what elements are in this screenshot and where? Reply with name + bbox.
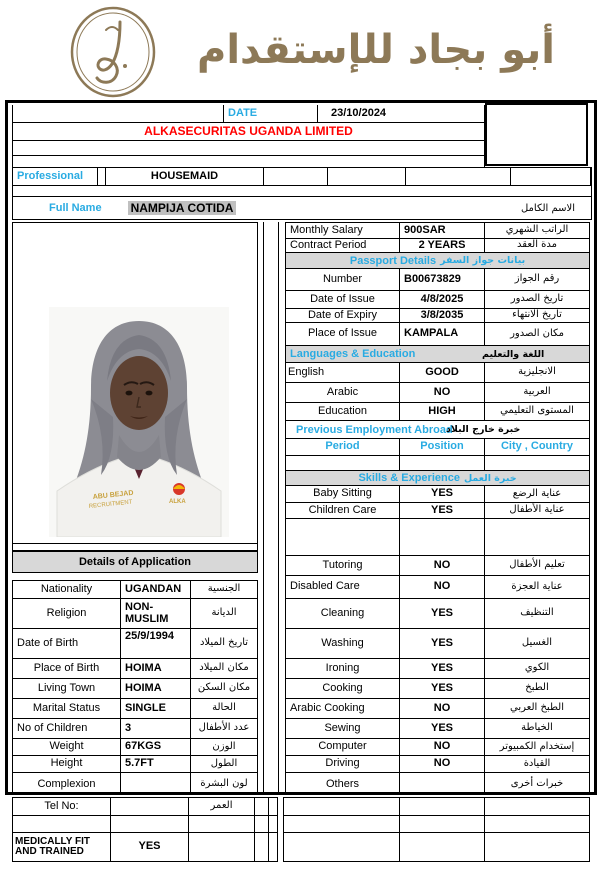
column-header: City , Country [500,440,574,453]
form-top-rows [12,105,485,167]
row-value: YES [400,659,485,678]
table-row [286,503,589,519]
row-label-ar: مكان السكن [197,682,251,694]
section-title-en: Passport Details [349,254,437,267]
empty-cell [264,168,328,185]
details-table [12,580,258,795]
column-header: Position [400,439,485,455]
table-row [286,323,589,346]
row-value: HOIMA [121,659,191,678]
empty-row [13,156,484,167]
empty-cell [284,816,400,832]
row-label-ar: الديانة [211,607,237,619]
empty-cell [284,798,400,815]
row-label-ar: مدة العقد [517,239,557,251]
row-label: English [286,363,400,382]
row-label-ar: الراتب الشهري [505,224,569,236]
section-title-en: Languages & Education [290,348,416,360]
row-label [286,519,400,555]
table-row [286,383,589,403]
row-value: YES [111,833,189,861]
empty-cell [269,798,277,815]
row-value: YES [400,599,485,628]
row-label: Tutoring [286,556,400,575]
row-label-ar: الكوي [524,662,550,674]
row-label-ar: رقم الجواز [514,273,560,285]
previous-employment-header [286,421,589,439]
row-label: Ironing [286,659,400,678]
row-label: Marital Status [13,699,121,718]
row-label: Monthly Salary [286,223,400,238]
row-label-ar: الطبخ العربي [510,702,564,714]
column-divider [263,222,279,792]
row-value [111,798,189,815]
row-value [121,773,191,795]
empty-cell [485,798,589,815]
row-value: NO [400,699,485,718]
row-label-ar: تاريخ الانتهاء [512,309,562,321]
empty-cell [400,456,485,470]
row-value [400,773,485,795]
table-row [286,756,589,773]
brand-name: أبو بجاد للإستقدام [197,27,556,73]
professional-label: Professional [13,168,98,185]
row-value: GOOD [400,363,485,382]
empty-cell [485,456,589,470]
empty-row [286,456,589,471]
table-row [286,576,589,599]
row-label: No of Children [13,719,121,738]
row-label-ar: لون البشرة [200,778,248,790]
empty-cell [511,168,591,185]
row-label: Place of Issue [286,323,400,345]
row-label-ar: الحالة [212,702,236,714]
row-label: Education [286,403,400,420]
table-row [286,599,589,629]
row-value: UGANDAN [121,581,191,598]
empty-cell [400,816,485,832]
empty-cell [284,833,400,861]
empty-cell [485,816,589,832]
row-value: NO [400,383,485,402]
skills-experience-header [286,471,589,486]
table-row [286,556,589,576]
info-table [285,222,590,795]
row-value: NON-MUSLIM [121,599,191,628]
empty-cell [406,168,511,185]
table-row [13,581,257,599]
photo-cell [12,222,258,544]
table-row [13,833,277,861]
bottom-left-table [12,797,278,862]
row-label-ar: التنظيف [520,607,554,619]
table-row [13,679,257,699]
section-title-en: Previous Employment Abroad [296,423,453,436]
table-row [13,739,257,756]
full-name-label-ar: الاسم الكامل [520,202,575,214]
table-row [286,223,589,239]
row-label: Computer [286,739,400,755]
row-value: 900SAR [400,223,485,238]
empty-cell [255,798,269,815]
table-row [13,719,257,739]
row-label-ar: عناية الرضع [512,487,562,499]
brand-logo [68,6,158,98]
coat-brand-text: ALKA [169,499,186,505]
row-label: Date of Issue [286,291,400,308]
row-label-ar [189,833,255,861]
section-title-ar: بيانات جواز السفر [440,255,526,266]
row-label [13,816,111,832]
row-value [400,519,485,555]
row-value: YES [400,679,485,698]
row-label-ar: عدد الأطفال [198,722,250,734]
empty-row [286,519,589,556]
row-label-ar: العربية [523,386,551,398]
applicant-photo [49,307,229,537]
row-label-ar: تعليم الأطفال [509,559,565,571]
date-row [13,105,484,123]
row-value: YES [400,629,485,658]
stamp-box [485,103,588,166]
row-value: 67KGS [121,739,191,755]
professional-row [12,167,592,186]
row-label-ar: إستخدام الكمبيوتر [499,740,575,752]
table-row [13,699,257,719]
row-label-ar: عناية الأطفال [509,504,565,516]
row-label: Sewing [286,719,400,738]
full-name-row [12,197,592,220]
table-row [286,239,589,253]
table-row [13,629,257,659]
empty-cell [255,816,269,832]
row-label: Washing [286,629,400,658]
row-value: NO [400,556,485,575]
row-label: Date of Expiry [286,309,400,322]
row-label: Tel No: [13,798,111,815]
row-label: Driving [286,756,400,772]
row-value: 3/8/2035 [400,309,485,322]
company-name: ALKASECURITAS UGANDA LIMITED [144,124,353,139]
row-label-ar: الغسيل [521,637,553,649]
page-header [0,0,602,100]
row-label-ar: القيادة [523,757,551,769]
empty-cell [269,833,277,861]
table-row [286,269,589,291]
empty-row [284,798,589,816]
section-title-ar: خبرة العمل [463,472,517,484]
row-label-ar: مكان الميلاد [199,662,249,674]
row-label: Others [286,773,400,795]
empty-cell [400,798,485,815]
empty-cell [485,833,589,861]
row-label-ar: الطبخ [525,682,549,694]
table-row [286,629,589,659]
empty-row [13,141,484,156]
table-row [286,719,589,739]
section-title-ar: اللغة والتعليم [482,348,545,360]
row-value: YES [400,503,485,518]
row-label: Children Care [286,503,400,518]
row-label: Weight [13,739,121,755]
full-name-label: Full Name [49,202,102,214]
row-value: NO [400,576,485,598]
row-label-ar: الجنسية [207,583,241,595]
table-row [286,679,589,699]
row-value: 3 [121,719,191,738]
row-value: SINGLE [121,699,191,718]
table-row [286,739,589,756]
row-value: NO [400,739,485,755]
row-label-ar: خبرات أخرى [510,778,564,790]
bottom-right-table [283,797,590,862]
table-row [13,599,257,629]
table-row [13,659,257,679]
table-row [286,403,589,421]
row-label-ar: تاريخ الصدور [510,293,564,305]
row-label-ar: عناية العجزة [511,580,563,592]
table-row [286,363,589,383]
empty-cell [255,833,269,861]
row-label-ar: الانجليزية [518,366,556,378]
row-label-ar: مكان الصدور [510,327,564,339]
row-value: HOIMA [121,679,191,698]
row-label: Number [286,269,400,290]
row-label: Date of Birth [13,629,121,658]
empty-row [12,186,592,197]
coat-text-line2: RECRUITMENT [88,499,133,510]
section-title-en: Skills & Experience [358,472,460,484]
row-value: KAMPALA [400,323,485,345]
date-label: DATE [224,105,318,122]
row-value: YES [400,719,485,738]
full-name-value: NAMPIJA COTIDA [128,201,237,215]
application-form [5,100,597,795]
table-row [286,309,589,323]
empty-row [12,544,258,551]
row-value: 25/9/1994 [121,629,191,658]
row-label-ar [485,519,589,555]
row-label: Living Town [13,679,121,698]
row-label-ar: الطول [210,757,238,769]
row-label: MEDICALLY FIT AND TRAINED [13,833,111,861]
empty-cell [269,816,277,832]
row-label: Place of Birth [13,659,121,678]
table-row [286,291,589,309]
professional-value: HOUSEMAID [106,168,264,185]
row-value: NO [400,756,485,772]
date-value: 23/10/2024 [331,106,387,119]
row-label-ar: الخياطة [521,722,553,734]
row-value: YES [400,486,485,502]
table-row [286,486,589,503]
row-label: Contract Period [286,239,400,252]
section-title-ar: خبرة خارج البلاد [446,424,521,435]
row-label: Nationality [13,581,121,598]
empty-row [284,833,589,861]
row-label: Disabled Care [286,576,400,598]
row-value: HIGH [400,403,485,420]
empty-cell [98,168,106,185]
passport-details-header [286,253,589,269]
brand-logo-emblem [68,6,158,98]
row-value: 2 YEARS [400,239,485,252]
empty-cell [286,456,400,470]
table-row [13,773,257,795]
row-label: Arabic Cooking [286,699,400,718]
table-row [13,756,257,773]
row-label: Cooking [286,679,400,698]
row-value: B00673829 [400,269,485,290]
row-label-ar: العمر [189,798,255,815]
empty-cell [13,105,224,122]
table-row [286,659,589,679]
row-value [111,816,189,832]
row-label-ar: تاريخ الميلاد [199,637,249,649]
details-of-application-header: Details of Application [12,551,258,573]
row-label: Baby Sitting [286,486,400,502]
row-value: 4/8/2025 [400,291,485,308]
company-row [13,123,484,141]
row-label: Height [13,756,121,772]
row-value: 5.7FT [121,756,191,772]
row-label: Cleaning [286,599,400,628]
empty-cell [400,833,485,861]
row-label-ar: المستوى التعليمي [500,405,574,417]
coat-text-line1: ABU BEJAD [92,489,134,501]
empty-row [13,816,277,833]
table-row [286,773,589,795]
row-label: Religion [13,599,121,628]
empty-row [284,816,589,833]
table-row [286,699,589,719]
empty-cell [328,168,406,185]
row-label-ar [189,816,255,832]
languages-education-header [286,346,589,363]
table-row [13,798,277,816]
row-label: Arabic [286,383,400,402]
row-label: Complexion [13,773,121,795]
row-label-ar: الوزن [212,740,236,752]
employment-columns-row [286,439,589,456]
column-header: Period [286,439,400,455]
